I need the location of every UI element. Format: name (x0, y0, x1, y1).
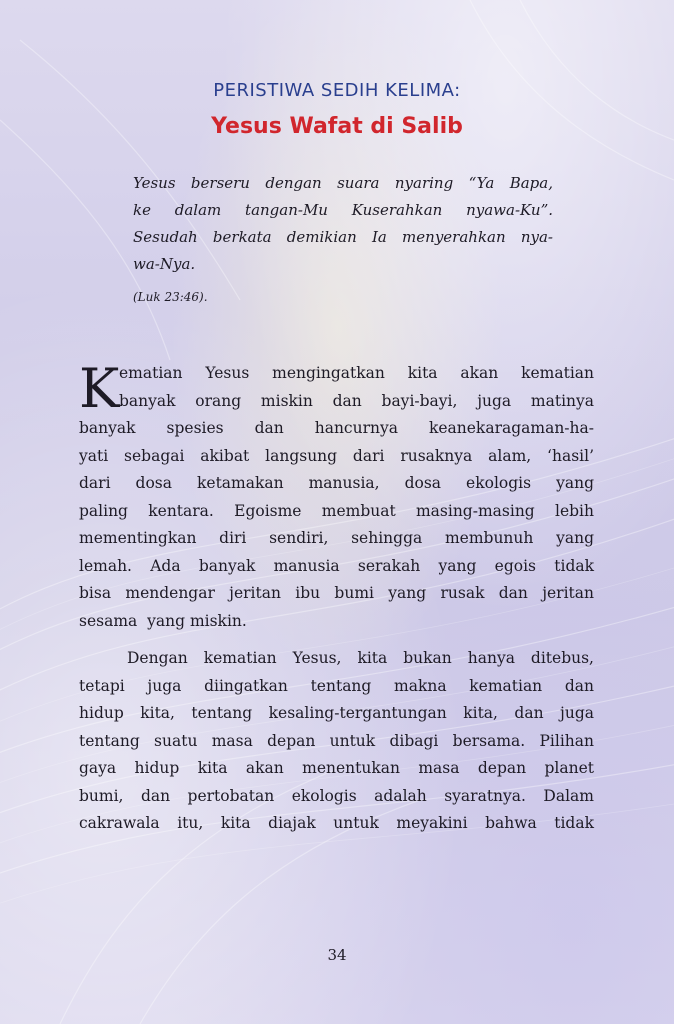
text-line: tetapi juga diingatkan tentang makna kematian dan (79, 676, 594, 695)
text-line: tentang suatu masa depan untuk dibagi bersama. Pilihan (79, 731, 594, 750)
text-line: Dengan kematian Yesus, kita bukan hanya ditebus, (127, 649, 594, 667)
page-number: 34 (327, 946, 347, 964)
quote-line: Yesus berseru dengan suara nyaring “Ya Bapa, (133, 174, 553, 192)
paragraph-2 (79, 645, 594, 838)
chapter-kicker: PERISTIWA SEDIH KELIMA: (213, 80, 461, 101)
quote-line: ke dalam tangan-Mu Kuserahkan nyawa-Ku”. (133, 201, 553, 219)
text-line: lemah. Ada banyak manusia serakah yang egois tidak (79, 556, 594, 575)
text-line: paling kentara. Egoisme membuat masing-masing lebih (79, 501, 594, 520)
text-line: ematian Yesus mengingatkan kita akan kematian (119, 364, 594, 382)
scripture-reference: (Luk 23:46). (133, 290, 208, 304)
text-line: hidup kita, tentang kesaling-tergantungan kita, dan juga (79, 704, 594, 722)
text-line: gaya hidup kita akan menentukan masa depan planet (79, 759, 594, 777)
chapter-title: Yesus Wafat di Salib (211, 114, 463, 139)
text-line: sesama yang miskin. (79, 611, 247, 630)
body-text (79, 357, 594, 838)
text-line: bumi, dan pertobatan ekologis adalah syaratnya. Dalam (79, 786, 594, 805)
scripture-quote (133, 170, 553, 278)
text-line: bisa mendengar jeritan ibu bumi yang rusak dan jeritan (79, 584, 594, 602)
text-line: banyak spesies dan hancurnya keanekaragaman-ha- (79, 419, 594, 437)
paragraph-1 (79, 357, 594, 635)
drop-cap: K (79, 357, 120, 420)
text-line: yati sebagai akibat langsung dari rusaknya alam, ‘hasil’ (79, 446, 594, 465)
text-line: cakrawala itu, kita diajak untuk meyakini bahwa tidak (79, 814, 594, 832)
text-line: mementingkan diri sendiri, sehingga membunuh yang (79, 529, 594, 547)
quote-line: Sesudah berkata demikian Ia menyerahkan nya- (133, 228, 553, 246)
quote-line: wa-Nya. (133, 255, 196, 273)
text-line: banyak orang miskin dan bayi-bayi, juga matinya (119, 391, 594, 410)
text-line: dari dosa ketamakan manusia, dosa ekologis yang (79, 474, 594, 492)
